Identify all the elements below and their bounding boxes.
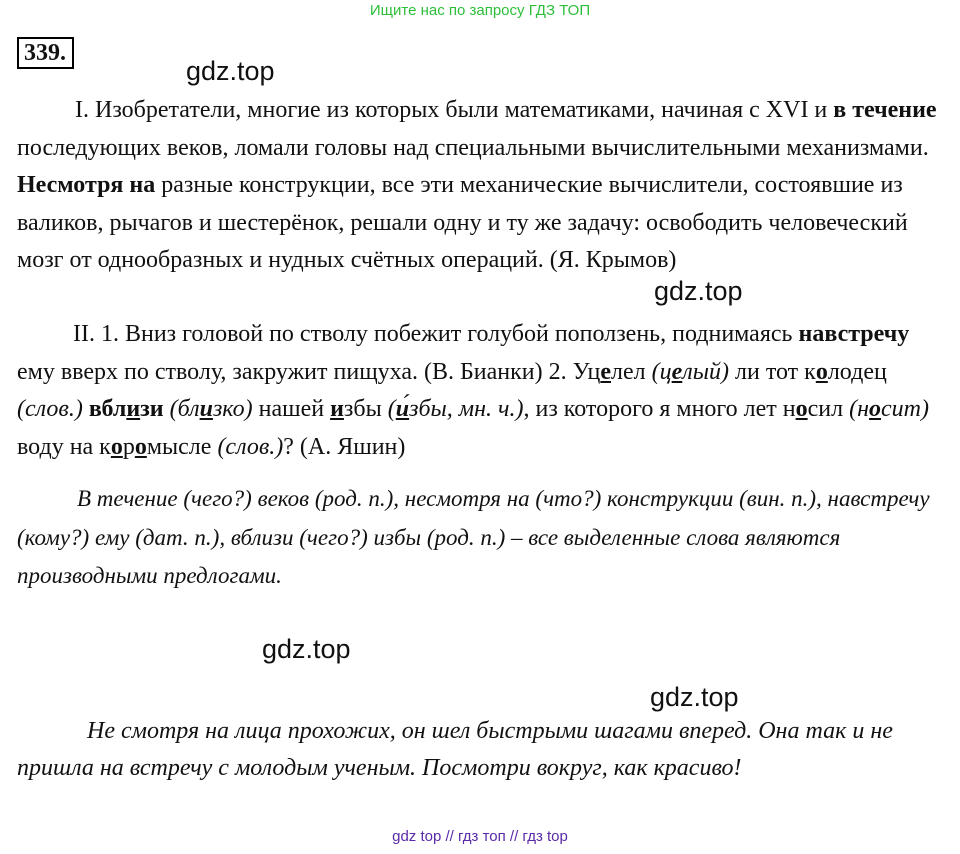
watermark: gdz.top bbox=[186, 56, 275, 86]
bold-term: в течение bbox=[833, 97, 937, 123]
footer-links[interactable]: gdz top // гдз топ // гдз top bbox=[392, 828, 568, 845]
bold-term: Несмотря на bbox=[17, 172, 156, 198]
top-banner[interactable]: Ищите нас по запросу ГДЗ ТОП bbox=[369, 2, 591, 19]
bold-term: навстречу bbox=[798, 321, 910, 347]
final-paragraph: Не смотря на лица прохожих, он шел быстрыми шагами вперед. Она так и не пришла на встречу с молодым ученым. Посмотри вокруг, как красиво! bbox=[17, 718, 893, 781]
bold-term: вблизи bbox=[88, 396, 164, 422]
watermark: gdz.top bbox=[650, 682, 739, 712]
watermark: gdz.top bbox=[262, 634, 351, 664]
watermark: gdz.top bbox=[654, 276, 743, 306]
answer-paragraph: В течение (чего?) веков (род. п.), несмотря на (что?) конструкции (вин. п.), навстречу (кому?) ему (дат. п.), вблизи (чего?) избы (род. п.) – все выделенные слова являются производными предлогами. bbox=[17, 486, 930, 588]
exercise-number: 339. bbox=[17, 37, 74, 69]
part-1-paragraph: I. Изобретатели, многие из которых были математиками, начиная с XVI и в течение последующих веков, ломали головы над специальными вычислительными механизмами. Несмотря на разные конструкции, все эти механические вычислители, состоявшие из валиков, рычагов и шестерёнок, решали одну и ту же задачу: освободить человеческий мозг от однообразных и нудных счётных операций. (Я. Крымов) bbox=[17, 97, 937, 273]
part-2-paragraph: II. 1. Вниз головой по стволу побежит голубой поползень, поднимаясь навстречу ему вверх по стволу, закружит пищуха. (В. Бианки) 2. Уцелел (целый) ли тот колодец (слов.) вблизи (близко) нашей избы (и́збы, мн. ч.), из которого я много лет носил (носит) воду на коромысле (слов.)? (А. Яшин) bbox=[17, 321, 929, 460]
